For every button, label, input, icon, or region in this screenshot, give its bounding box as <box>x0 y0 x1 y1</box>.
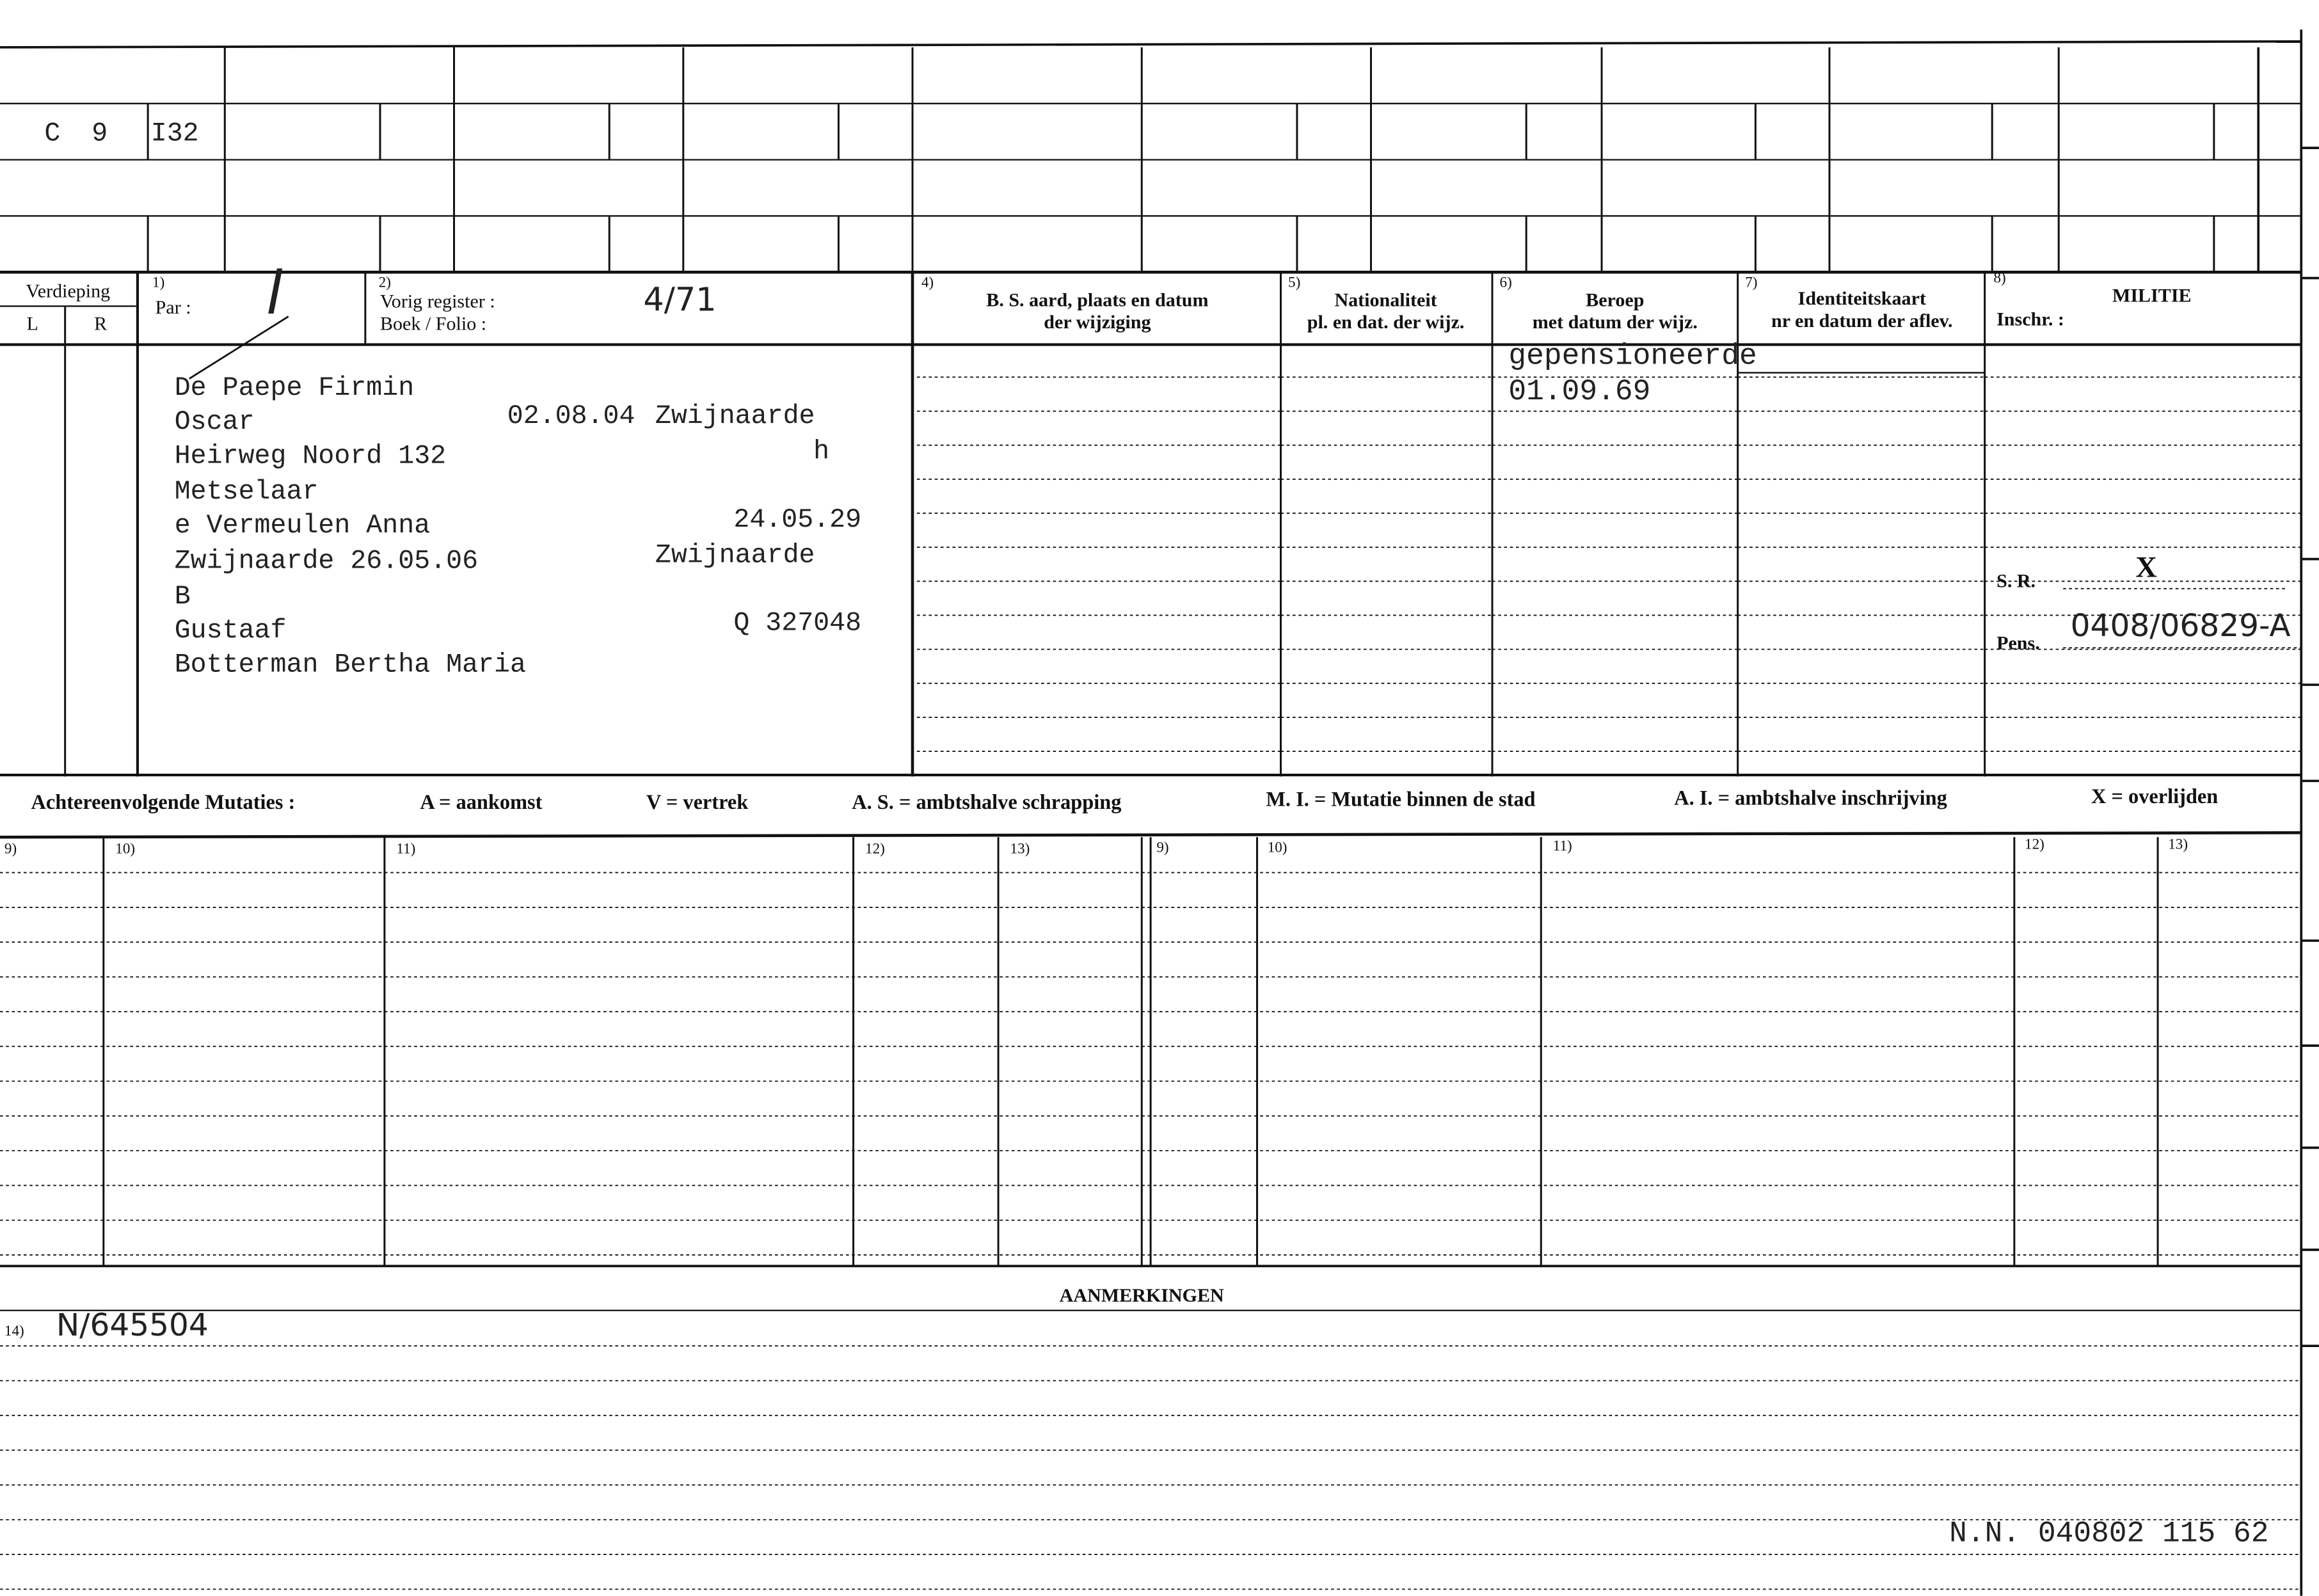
person-birth-place: Zwijnaarde <box>655 402 815 432</box>
verdieping-right: R <box>94 312 108 335</box>
person-nationality: B <box>174 582 191 612</box>
identiteit-label-2: nr en datum der aflev. <box>1771 309 1953 331</box>
militie-num: 8) <box>1993 270 2006 287</box>
par-num: 1) <box>152 275 165 292</box>
remarks-num: 14) <box>4 1323 24 1340</box>
legend-title: Achtereenvolgende Mutaties : <box>31 792 296 815</box>
mutation-col-12: 12) <box>865 842 885 858</box>
mutation-col-13: 13) <box>1010 842 1030 858</box>
bs-num: 4) <box>921 275 934 292</box>
mutation-col-9: 9) <box>4 842 17 858</box>
mutation-col-10b: 10) <box>1267 840 1287 857</box>
militie-inschr-label: Inschr. : <box>1996 307 2064 330</box>
beroep-num: 6) <box>1499 275 1512 292</box>
person-gender: h <box>813 438 830 468</box>
nationaliteit-label-2: pl. en dat. der wijz. <box>1307 310 1465 333</box>
verdieping-left: L <box>26 312 39 335</box>
legend-mutatie: M. I. = Mutatie binnen de stad <box>1266 790 1536 812</box>
mutation-col-9b: 9) <box>1156 840 1169 857</box>
person-name: De Paepe Firmin <box>174 374 415 404</box>
person-occupation: Metselaar <box>174 477 319 507</box>
pens-value: 0408/06829-A <box>2070 607 2291 644</box>
legend-overlijden: X = overlijden <box>2091 786 2219 810</box>
bs-label-1: B. S. aard, plaats en datum <box>986 288 1209 311</box>
mutation-col-11: 11) <box>396 842 416 858</box>
person-spouse: e Vermeulen Anna <box>174 511 431 541</box>
person-marriage-place: Zwijnaarde <box>655 541 815 571</box>
person-address: Heirweg Noord 132 <box>174 442 447 472</box>
vorig-register-value: 4/71 <box>643 282 717 320</box>
person-father: Gustaaf <box>174 616 287 646</box>
beroep-entry: gepensioneerde <box>1508 340 1757 374</box>
mutation-col-13b: 13) <box>2168 837 2188 854</box>
top-code-house: I32 <box>150 120 199 150</box>
beroep-label-2: met datum der wijz. <box>1532 310 1698 333</box>
sr-value: X <box>2135 552 2157 584</box>
identiteit-num: 7) <box>1745 275 1758 292</box>
par-mark: l <box>266 260 283 329</box>
verdieping-label: Verdieping <box>26 279 111 302</box>
sr-label: S. R. <box>1996 569 2036 592</box>
top-code-number: 9 <box>92 120 108 150</box>
legend-vertrek: V = vertrek <box>646 792 749 815</box>
form-line-0 <box>0 42 2301 47</box>
legend-inschrijving: A. I. = ambtshalve inschrijving <box>1674 788 1947 811</box>
identiteit-label-1: Identiteitskaart <box>1797 287 1926 310</box>
vorig-register-num: 2) <box>378 275 391 292</box>
legend-schrapping: A. S. = ambtshalve schrapping <box>852 792 1122 815</box>
nationaliteit-num: 5) <box>1288 275 1301 292</box>
remarks-value: N/645504 <box>56 1307 209 1343</box>
person-id-code: Q 327048 <box>733 609 862 639</box>
mutation-col-11b: 11) <box>1552 838 1572 855</box>
national-number: N.N. 040802 115 62 <box>1949 1517 2269 1552</box>
vorig-register-label: Vorig register : <box>379 289 495 312</box>
pens-label: Pens. <box>1996 631 2040 654</box>
militie-label: MILITIE <box>2112 283 2192 307</box>
bs-label-2: der wijziging <box>1044 310 1151 333</box>
legend-aankomst: A = aankomst <box>420 792 543 815</box>
beroep-date: 01.09.69 <box>1508 376 1651 410</box>
form-line-110 <box>0 833 2301 837</box>
boek-folio-label: Boek / Folio : <box>379 312 487 335</box>
mutation-col-10: 10) <box>115 842 136 858</box>
beroep-label-1: Beroep <box>1586 288 1645 311</box>
par-label: Par : <box>155 296 191 318</box>
mutation-col-12b: 12) <box>2025 837 2044 854</box>
remarks-title: AANMERKINGEN <box>1059 1284 1224 1306</box>
person-second-name: Oscar <box>174 408 255 438</box>
nationaliteit-label-1: Nationaliteit <box>1334 288 1437 311</box>
person-spouse-date: 24.05.29 <box>733 506 862 536</box>
person-mother: Botterman Bertha Maria <box>174 650 526 681</box>
top-code-letter: C <box>44 120 61 150</box>
person-marriage: Zwijnaarde 26.05.06 <box>174 547 479 577</box>
person-birth-date: 02.08.04 <box>507 402 635 432</box>
